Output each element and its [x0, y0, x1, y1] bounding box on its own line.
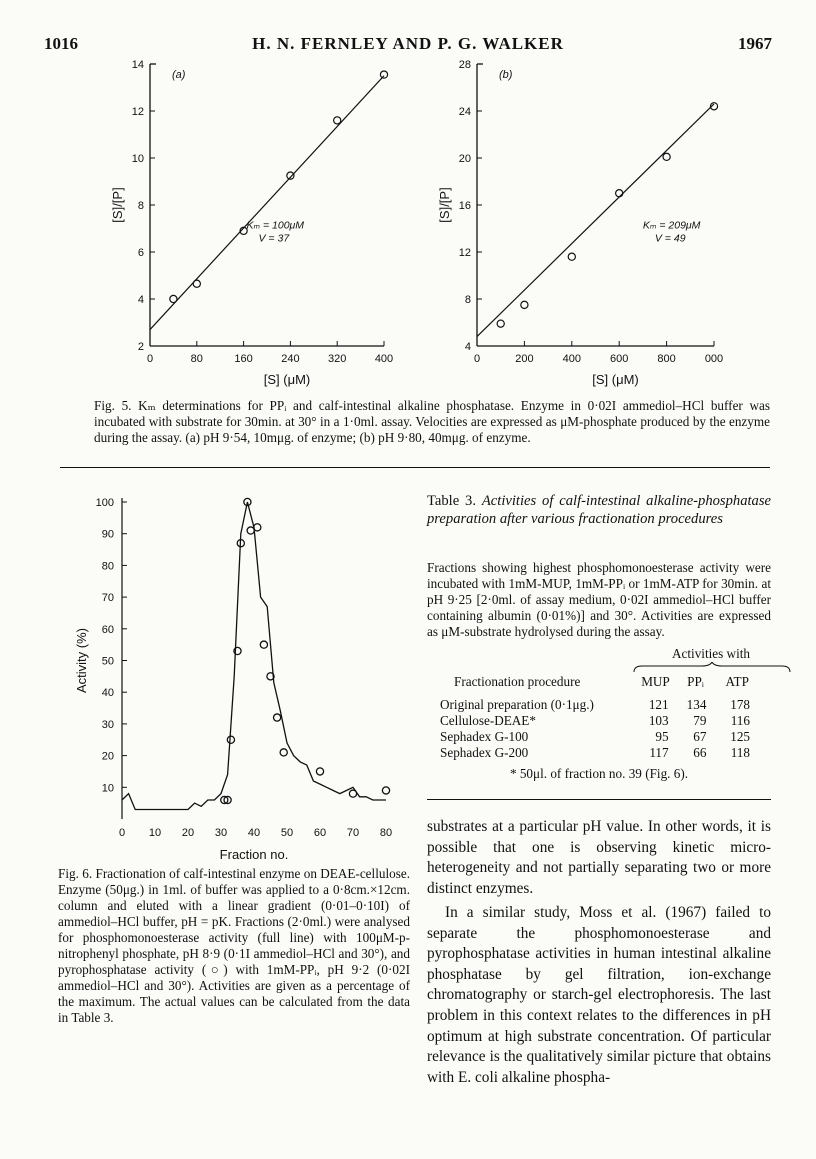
- y-tick-label: 90: [101, 528, 114, 541]
- cell-mup: 95: [655, 729, 669, 744]
- group-brace-icon: [632, 662, 792, 674]
- cell-procedure: Sephadex G-100: [440, 729, 529, 744]
- y-tick-label: 70: [101, 592, 114, 605]
- v-annotation: V = 49: [654, 232, 686, 245]
- x-tick-label: 60: [313, 827, 327, 839]
- y-tick-label: 100: [95, 497, 114, 509]
- x-axis-label: [S] (μM): [592, 372, 639, 387]
- pyrophosphatase-point: [280, 749, 287, 756]
- x-tick-label: 000: [704, 353, 724, 365]
- y-tick-label: 80: [101, 560, 114, 573]
- table-3: [440, 674, 758, 761]
- col-header-mup: MUP: [641, 674, 670, 689]
- data-point: [568, 253, 575, 260]
- data-point: [380, 71, 387, 78]
- table-3-group-header: Activities with: [671, 646, 751, 661]
- y-tick-label: 28: [458, 59, 471, 71]
- table-3-title-text: Activities of calf-intestinal alkaline-phosphatase preparation after various fractionation procedures: [427, 493, 772, 527]
- phosphomonoesterase-line: [122, 502, 386, 810]
- running-header: [44, 34, 772, 58]
- x-tick-label: 200: [515, 353, 534, 365]
- table-3-description: Fractions showing highest phosphomonoesterase activity were incubated with 1mM-MUP, 1mM-PPᵢ or 1mM-ATP for 30min. at pH 9·25 [2·0ml. of assay medium, 0·02I ammediol–HCl buffer containing albumin (0·01%)] and 30°. Activities are expressed as μM-substrate hydrolysed during the assay.: [427, 560, 771, 639]
- y-tick-label: 12: [458, 247, 471, 259]
- x-tick-label: 80: [379, 827, 393, 839]
- pyrophosphatase-point: [260, 641, 267, 648]
- data-point: [616, 190, 623, 197]
- figure-6-chart: [52, 490, 410, 865]
- table-header-row: [440, 674, 758, 690]
- x-tick-label: 0: [146, 353, 154, 365]
- body-paragraph-2: In a similar study, Moss et al. (1967) failed to separate the phosphomonoesterase and pyrophosphatase activities in human intestinal alkaline phosphatase by gel filtration, ion-exchange chromatography or starch-gel electrophoresis. The last problem in this context relates to the differences in pH optimum at high substrate concentration. Of particular relevance is the qualitatively similar picture that obtains with E. coli alkaline phospha-: [427, 904, 771, 1086]
- table-row: [440, 697, 758, 713]
- pyrophosphatase-point: [254, 524, 261, 531]
- km-annotation: Kₘ = 100μM: [246, 219, 305, 232]
- data-point: [334, 117, 341, 124]
- cell-atp: 178: [730, 697, 750, 712]
- cell-atp: 116: [730, 713, 750, 728]
- x-tick-label: 70: [346, 827, 360, 839]
- cell-atp: 118: [730, 745, 750, 760]
- cell-ppi: 66: [693, 745, 707, 760]
- x-tick-label: 30: [214, 827, 228, 839]
- cell-ppi: 67: [693, 729, 707, 744]
- x-axis-label: Fraction no.: [219, 847, 289, 862]
- pyrophosphatase-point: [316, 768, 323, 775]
- x-tick-label: 800: [657, 353, 676, 365]
- y-tick-label: 4: [464, 341, 471, 353]
- table-row: [440, 729, 758, 745]
- y-tick-label: 20: [458, 153, 471, 165]
- data-point: [521, 301, 528, 308]
- x-tick-label: 400: [374, 353, 394, 365]
- y-tick-label: 12: [131, 106, 144, 118]
- x-tick-label: 80: [190, 353, 203, 365]
- data-point: [170, 295, 177, 302]
- page-number: 1016: [44, 34, 78, 53]
- data-point: [497, 320, 504, 327]
- table-3-label: Table 3.: [427, 493, 477, 509]
- figure-6-caption: Fig. 6. Fractionation of calf-intestinal enzyme on DEAE-cellulose. Enzyme (50μg.) in 1ml. of buffer was applied to a 0·8cm.×12cm. column and eluted with a linear gradient (0·01–0·10I) of ammediol–HCl buffer, pH = pK. Fractions (2·0ml.) were analysed for phosphomonoesterase activity (full line) with 100μM-p-nitrophenyl phosphate, pH 8·9 (0·1I ammediol–HCl and 30°), and pyrophosphatase activity (○) with 1mM-PPᵢ, pH 9·2 (0·02I ammediol–HCl and 30°). Activities are given as a percentage of the maximum. The actual values can be calculated from the data in Table 3.: [58, 866, 410, 1025]
- x-tick-label: 20: [181, 827, 195, 839]
- table-row: [440, 713, 758, 729]
- fit-line: [150, 76, 384, 330]
- figure-5-caption: Fig. 5. Kₘ determinations for PPᵢ and calf-intestinal alkaline phosphatase. Enzyme in 0·02I ammediol–HCl buffer was incubated with substrate for 30min. at 30° in a 1·0ml. assay. Velocities are expressed as μM-phosphate produced by the enzyme during the assay. (a) pH 9·54, 10mμg. of enzyme; (b) pH 9·80, 40mμg. of enzyme.: [94, 398, 770, 445]
- y-tick-label: 10: [101, 782, 114, 795]
- col-header-procedure: Fractionation procedure: [454, 674, 581, 689]
- table-end-rule: [427, 799, 771, 800]
- x-axis-label: [S] (μM): [263, 372, 311, 387]
- y-tick-label: 16: [458, 200, 471, 212]
- cell-mup: 103: [648, 713, 669, 728]
- pyrophosphatase-point: [382, 787, 389, 794]
- col-header-ppi: PPᵢ: [687, 674, 704, 689]
- y-tick-label: 60: [101, 623, 114, 636]
- y-tick-label: 20: [101, 750, 114, 763]
- y-tick-label: 50: [101, 655, 114, 668]
- y-tick-label: 24: [458, 106, 471, 118]
- v-annotation: V = 37: [258, 232, 290, 245]
- pyrophosphatase-point: [227, 736, 234, 743]
- cell-procedure: Original preparation (0·1μg.): [440, 697, 594, 712]
- y-tick-label: 2: [137, 341, 144, 353]
- section-divider: [60, 467, 770, 468]
- x-tick-label: 40: [247, 827, 261, 839]
- y-tick-label: 6: [137, 247, 144, 259]
- x-tick-label: 10: [148, 827, 162, 839]
- y-tick-label: 40: [101, 687, 114, 700]
- figure-5a-chart: [100, 56, 410, 396]
- y-axis-label: [S]/[P]: [437, 187, 452, 223]
- data-point: [663, 153, 670, 160]
- figure-5b-chart: [430, 56, 730, 396]
- x-tick-label: 400: [562, 353, 581, 365]
- header-authors: H. N. FERNLEY AND P. G. WALKER: [252, 34, 564, 53]
- cell-procedure: Cellulose-DEAE*: [440, 713, 536, 728]
- panel-label: (b): [499, 69, 513, 81]
- pyrophosphatase-point: [274, 714, 281, 721]
- y-tick-label: 10: [131, 153, 144, 165]
- y-tick-label: 4: [137, 294, 144, 306]
- header-year: 1967: [738, 34, 772, 53]
- col-header-atp: ATP: [725, 674, 749, 689]
- cell-mup: 121: [648, 697, 669, 712]
- x-tick-label: 160: [234, 353, 253, 365]
- body-paragraph-1: substrates at a particular pH value. In other words, it is possible that one is observing kinetic micro-heterogeneity and not partially separating two or more distinct enzymes.: [427, 818, 771, 897]
- y-axis-label: Activity (%): [74, 628, 89, 693]
- x-tick-label: 0: [473, 353, 481, 365]
- table-3-title: [427, 492, 771, 528]
- km-annotation: Kₘ = 209μM: [642, 219, 701, 232]
- y-tick-label: 8: [137, 200, 144, 212]
- cell-procedure: Sephadex G-200: [440, 745, 529, 760]
- table-row: [440, 745, 758, 761]
- x-tick-label: 50: [280, 827, 294, 839]
- panel-label: (a): [172, 69, 186, 81]
- cell-atp: 125: [730, 729, 750, 744]
- table-3-footnote: * 50μl. of fraction no. 39 (Fig. 6).: [509, 766, 689, 781]
- pyrophosphatase-point: [349, 790, 356, 797]
- cell-ppi: 134: [686, 697, 707, 712]
- cell-ppi: 79: [693, 713, 707, 728]
- x-tick-label: 320: [328, 353, 347, 365]
- y-axis-label: [S]/[P]: [110, 187, 125, 223]
- x-tick-label: 240: [281, 353, 300, 365]
- x-tick-label: 600: [610, 353, 629, 365]
- data-point: [193, 280, 200, 287]
- y-tick-label: 8: [464, 294, 471, 306]
- y-tick-label: 14: [131, 59, 144, 71]
- y-tick-label: 30: [101, 718, 114, 731]
- cell-mup: 117: [649, 745, 669, 760]
- x-tick-label: 0: [118, 827, 126, 839]
